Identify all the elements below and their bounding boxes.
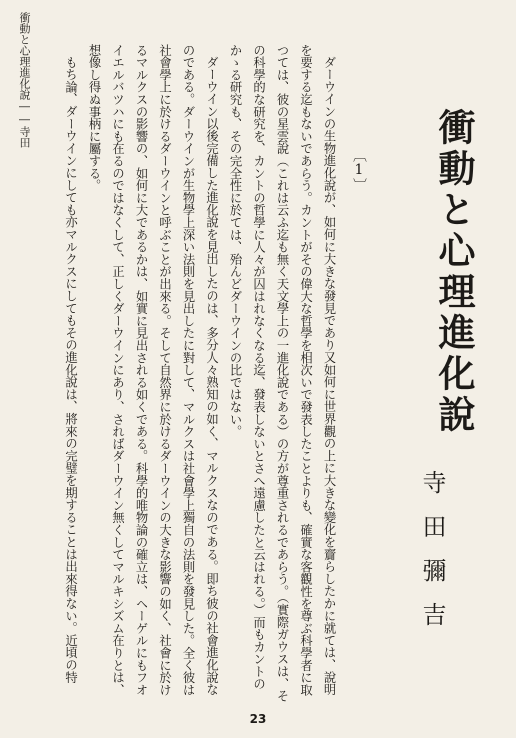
body-paragraph: ダーウイン以後完備した進化說を見出したのは、多分人々熟知の如く、マルクスなのである。即ち彼の社會進化說なのである。ダーウインが生物學上深い法則を見出したに對して、マルクスは社會學上獨自の法則を發見した。全く彼は社會學上に於けるダーウインと呼ぶことが出來る。そして自然界に於けるダーウインの大きな影響の如く、社會に於けるマルクスの影響の、如何に大であるかは、如實に見出される如くである。科學的唯物論の確立は、ヘーゲルにもフオイエルバツハにも在るのではなくして、正しくダーウインにあり、さればダーウイン無くしてマルキシズム在りとは、想像し得ぬ事柄に屬する。 xyxy=(87,44,219,696)
body-paragraph: もち論、ダーウインにしても亦マルクスにしてもその進化說は、將來の完璧を期することは出來得ない。近頃の特 xyxy=(63,56,78,684)
body-paragraph: ダーウインの生物進化說が、如何に大きな發見であり又如何に世界觀の上に大きな變化を齎らしたかに就ては、說明を要する迄もないであらう。カントがその偉大な哲學を相次いで發表したことよりも、確實な客觀性を尊ぶ科學者に取つては、彼の星雲說（これは云ふ迄も無く天文學上の一進化說である）の方が尊重されるであらう。（實際ガウスは、その科學的な研究を、カントの哲學に人々が囚はれなくなる迄、發表しないとさへ遠慮したと云はれる。）而もカントのかゝる研究も、その完全性に於ては、殆んどダーウインの比ではない。 xyxy=(228,44,336,703)
running-head: 衝動と心理進化說――寺田 xyxy=(18,12,31,148)
section-number: 〔1〕 xyxy=(351,148,367,192)
author-name: 寺田彌吉 xyxy=(418,470,446,646)
article-title: 衝動と心理進化說 xyxy=(432,108,476,436)
article-body xyxy=(58,44,340,704)
page-number: 23 xyxy=(249,712,267,726)
